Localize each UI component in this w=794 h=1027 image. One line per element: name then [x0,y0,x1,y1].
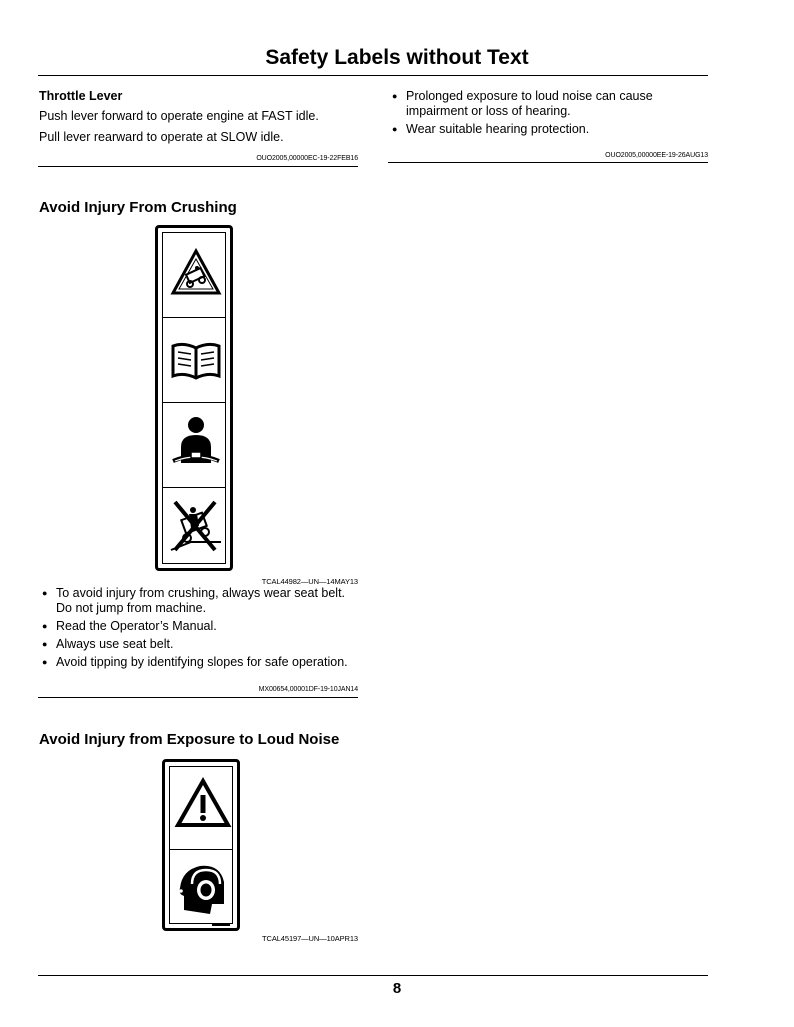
warning-panel [170,767,232,850]
crushing-rule [38,697,358,698]
throttle-line-1: Push lever forward to operate engine at FAST idle. [39,109,319,123]
page-number: 8 [392,980,402,997]
hearing-bullets [391,89,691,140]
manual-panel [163,318,225,403]
list-item: ● Wear suitable hearing protection. [391,122,691,137]
operators-manual-icon [163,318,229,402]
list-item: ● Read the Operator’s Manual. [41,619,363,634]
seat-belt-panel [163,403,225,488]
noise-heading: Avoid Injury from Exposure to Loud Noise [39,731,340,748]
rollover-warning-icon [163,233,229,317]
warning-exclamation-icon [170,767,236,849]
noise-safety-label [162,759,240,931]
crushing-image-code: TCAL44982—UN—14MAY13 [261,577,358,586]
crushing-bullets [41,586,363,673]
list-item: ● Avoid tipping by identifying slopes for safe operation. [41,655,363,670]
throttle-rule [38,166,358,167]
footer-rule [38,975,708,976]
throttle-heading: Throttle Lever [39,89,123,103]
list-item: ● To avoid injury from crushing, always wear seat belt. Do not jump from machine. [41,586,363,616]
hearing-panel [170,850,232,927]
no-jump-panel [163,488,225,568]
throttle-ref: OUO2005,00000EC-19-22FEB16 [256,155,358,162]
hearing-rule [388,162,708,163]
title-rule [38,75,708,76]
page-title: Safety Labels without Text [265,46,529,69]
crushing-ref: MX00654,00001DF-19-10JAN14 [258,686,358,693]
no-jumping-icon [163,488,229,568]
label-part-code [212,923,230,926]
crushing-safety-label [155,225,233,571]
rollover-panel [163,233,225,318]
seat-belt-icon [163,403,229,487]
crushing-heading: Avoid Injury From Crushing [39,199,237,216]
throttle-line-2: Pull lever rearward to operate at SLOW idle. [39,130,284,144]
hearing-ref: OUO2005,00000EE-19-26AUG13 [605,152,708,159]
noise-image-code: TCAL45197—UN—10APR13 [262,934,358,943]
list-item: ● Always use seat belt. [41,637,363,652]
hearing-protection-icon [170,850,236,927]
list-item: ● Prolonged exposure to loud noise can cause impairment or loss of hearing. [391,89,691,119]
